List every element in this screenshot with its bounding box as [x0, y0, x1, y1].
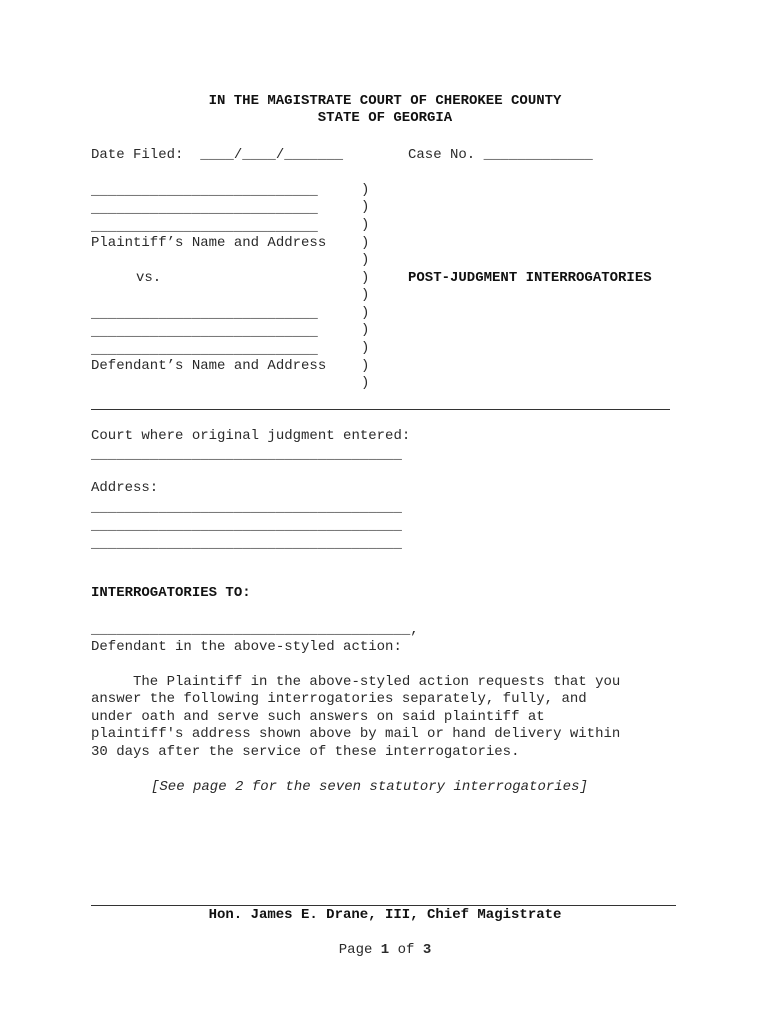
page-2-note: [See page 2 for the seven statutory interrogatories]	[151, 779, 588, 795]
body-line: under oath and serve such answers on said plaintiff at	[91, 709, 545, 725]
address-line-1[interactable]: _____________________________________	[91, 500, 402, 516]
of-word: of	[397, 942, 415, 958]
body-line: The Plaintiff in the above-styled action requests that you	[91, 674, 621, 690]
plaintiff-line-2[interactable]: ___________________________	[91, 201, 318, 217]
caption-paren: )	[361, 252, 370, 268]
caption-paren: )	[361, 305, 370, 321]
page-indicator	[0, 942, 770, 959]
defendant-action-label: Defendant in the above-styled action:	[91, 639, 402, 655]
defendant-line-1[interactable]: ___________________________	[91, 306, 318, 322]
caption-paren: )	[361, 375, 370, 391]
footer-divider	[91, 905, 676, 906]
state-heading: STATE OF GEORGIA	[317, 110, 453, 126]
address-line-2[interactable]: _____________________________________	[91, 518, 402, 534]
page-number: 1	[380, 942, 390, 958]
body-line: answer the following interrogatories separately, fully, and	[91, 691, 587, 707]
plaintiff-line-1[interactable]: ___________________________	[91, 183, 318, 199]
caption-paren: )	[361, 287, 370, 303]
page-word: Page	[338, 942, 373, 958]
defendant-name-field[interactable]: ______________________________________,	[91, 622, 419, 638]
date-filed-field[interactable]: Date Filed: ____/____/_______	[91, 147, 344, 163]
page-total: 3	[422, 942, 432, 958]
caption-paren: )	[361, 340, 370, 356]
caption-paren: )	[361, 199, 370, 215]
court-name-heading: IN THE MAGISTRATE COURT OF CHEROKEE COUNTY	[208, 93, 562, 109]
address-line-3[interactable]: _____________________________________	[91, 536, 402, 552]
original-court-field[interactable]: _____________________________________	[91, 447, 402, 463]
plaintiff-line-3[interactable]: ___________________________	[91, 219, 318, 235]
address-label: Address:	[91, 480, 159, 496]
caption-paren: )	[361, 322, 370, 338]
body-line: plaintiff's address shown above by mail or hand delivery within	[91, 726, 621, 742]
caption-paren: )	[361, 182, 370, 198]
defendant-label: Defendant’s Name and Address	[91, 358, 327, 374]
case-number-field[interactable]: Case No. _____________	[408, 147, 593, 163]
caption-paren: )	[361, 235, 370, 251]
caption-paren: )	[361, 358, 370, 374]
versus-label: vs.	[136, 270, 162, 286]
defendant-line-2[interactable]: ___________________________	[91, 324, 318, 340]
magistrate-name: Hon. James E. Drane, III, Chief Magistrate	[208, 907, 562, 923]
interrogatories-to-heading: INTERROGATORIES TO:	[91, 585, 251, 601]
caption-paren: )	[361, 217, 370, 233]
defendant-line-3[interactable]: ___________________________	[91, 342, 318, 358]
document-title: POST-JUDGMENT INTERROGATORIES	[408, 270, 652, 286]
original-court-label: Court where original judgment entered:	[91, 428, 411, 444]
body-line: 30 days after the service of these interrogatories.	[91, 744, 520, 760]
caption-divider	[91, 409, 670, 410]
caption-paren: )	[361, 270, 370, 286]
plaintiff-label: Plaintiff’s Name and Address	[91, 235, 327, 251]
